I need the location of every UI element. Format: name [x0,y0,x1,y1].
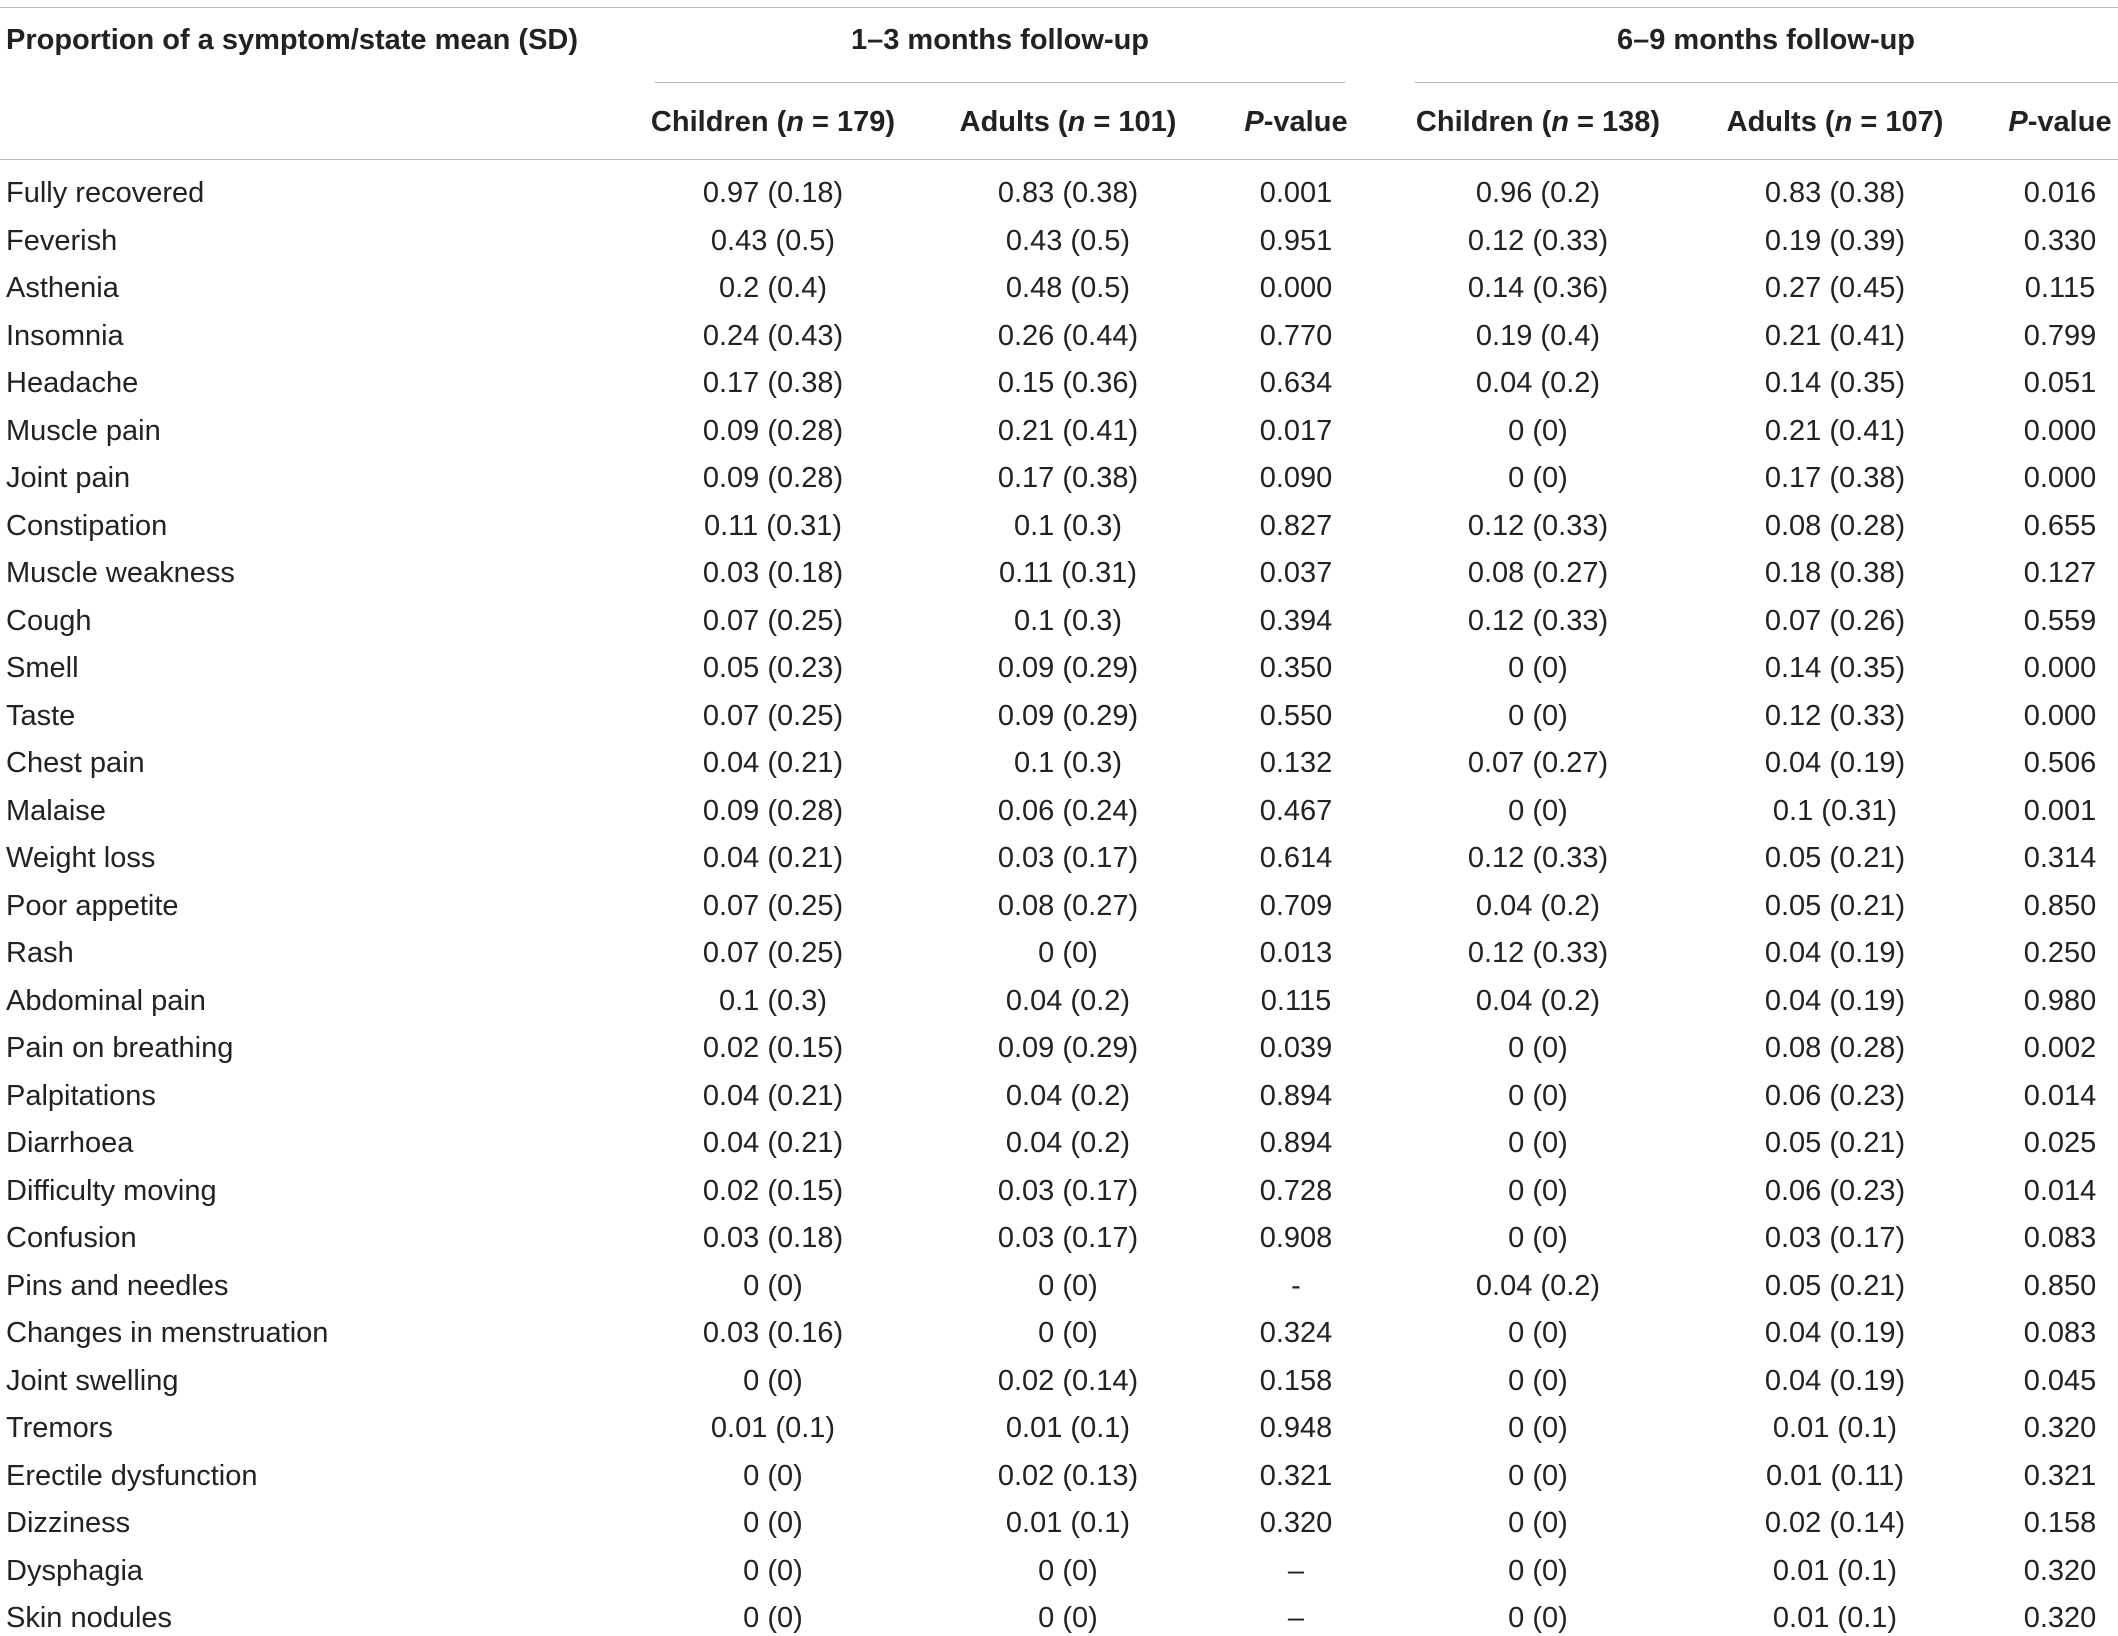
table-cell: 0 (0) [1038,1269,1098,1302]
table-cell: 0.04 (0.19) [1764,984,1906,1017]
row-label: Dizziness [6,1507,131,1539]
children-6-9-header [1416,104,1660,140]
table-cell: 0.02 (0.15) [702,1174,844,1207]
table-cell: 0.02 (0.15) [702,1032,844,1064]
row-label: Rash [6,937,74,969]
table-cell: 0.17 (0.38) [997,462,1139,494]
table-cell: 0.04 (0.21) [702,747,844,779]
table-cell: 0.19 (0.39) [1764,224,1906,257]
table-cell: 0.158 [2023,1507,2097,1539]
table-cell: 0.127 [2023,557,2097,589]
table-cell: 0.43 (0.5) [1005,224,1131,257]
table-cell: 0.115 [1260,984,1332,1017]
table-cell: 0.314 [2023,842,2097,874]
table-cell: 0.1 (0.3) [1014,747,1122,779]
row-label: Cough [6,604,92,637]
table-cell: 0.000 [2023,699,2097,732]
column-header-post: -value [1263,106,1348,138]
table-cell: 0.11 (0.31) [703,509,843,542]
column-header-pre: Children ( [650,106,787,138]
column-header-post: = 107) [1852,106,1944,138]
row-label: Muscle weakness [6,557,235,589]
table-top-rule [0,7,2118,8]
table-cell: 0.770 [1259,319,1333,352]
table-cell: 0.014 [2023,1079,2097,1112]
table-cell: 0.115 [2024,272,2096,304]
column-header-pre: Children ( [1415,106,1552,138]
table-cell: 0 (0) [1508,462,1568,494]
table-cell: 0.324 [1259,1317,1333,1349]
table-cell: 0.05 (0.21) [1764,1269,1906,1302]
table-cell: 0 (0) [743,1602,803,1634]
table-cell: 0.709 [1259,889,1333,922]
table-cell: 0 (0) [1508,1127,1568,1159]
table-cell: 0.09 (0.28) [702,462,844,494]
column-header-italic: n [1834,106,1853,138]
group-header-1-3-months: 1–3 months follow-up [850,24,1150,56]
table-cell: 0.07 (0.25) [702,889,844,922]
table-cell: 0 (0) [1508,1364,1568,1397]
column-header-post: = 101) [1085,106,1177,138]
table-cell: 0.12 (0.33) [1467,509,1609,542]
table-cell: 0.27 (0.45) [1764,272,1906,304]
table-cell: 0.09 (0.28) [702,794,844,827]
table-cell: 0.04 (0.2) [1005,1127,1131,1159]
table-cell: 0.001 [2023,794,2097,827]
table-cell: 0.05 (0.23) [702,652,844,684]
row-label: Confusion [6,1222,137,1254]
table-cell: 0.04 (0.19) [1764,747,1906,779]
table-cell: 0.08 (0.28) [1764,509,1906,542]
table-cell: 0.12 (0.33) [1467,842,1609,874]
row-label: Skin nodules [6,1602,173,1634]
table-cell: 0.1 (0.31) [1772,794,1898,827]
table-cell: 0 (0) [743,1459,803,1492]
table-cell: 0 (0) [1038,937,1098,969]
table-cell: 0.321 [2023,1459,2097,1492]
table-cell: 0.850 [2023,889,2097,922]
table-cell: 0.43 (0.5) [710,224,836,257]
table-cell: 0.17 (0.38) [1764,462,1906,494]
table-cell: 0.02 (0.14) [997,1364,1139,1397]
table-cell: 0.14 (0.35) [1764,367,1906,399]
table-cell: 0.000 [2023,414,2097,447]
row-label: Weight loss [6,842,156,874]
table-cell: 0.05 (0.21) [1764,842,1906,874]
row-label: Insomnia [6,319,124,352]
table-cell: 0 (0) [1508,1602,1568,1634]
group-1-underline [655,82,1345,83]
table-cell: 0.09 (0.29) [997,699,1139,732]
table-cell: 0.827 [1259,509,1333,542]
table-cell: 0 (0) [1508,1459,1568,1492]
row-label: Malaise [6,794,106,827]
table-cell: 0.250 [2023,937,2097,969]
table-cell: 0.001 [1259,177,1333,209]
table-cell: 0.321 [1259,1459,1333,1492]
adults-1-3-header [960,104,1177,140]
table-cell: 0.894 [1259,1079,1333,1112]
column-header-post: = 179) [803,106,896,138]
table-cell: 0 (0) [1508,1317,1568,1349]
table-cell: 0.037 [1259,557,1333,589]
row-label: Joint pain [6,462,131,494]
table-cell: 0.728 [1259,1174,1333,1207]
table-cell: 0.04 (0.21) [702,842,844,874]
row-label: Asthenia [6,272,119,304]
table-cell: 0.07 (0.25) [702,937,844,969]
table-cell: 0 (0) [1038,1317,1098,1349]
row-label: Pins and needles [6,1269,229,1302]
row-label: Palpitations [6,1079,156,1112]
table-cell: – [1287,1602,1305,1634]
table-cell: 0.15 (0.36) [997,367,1139,399]
table-cell: 0.04 (0.2) [1475,367,1601,399]
table-cell: 0.09 (0.29) [997,1032,1139,1064]
table-cell: 0.350 [1259,652,1333,684]
row-label: Changes in menstruation [6,1317,329,1349]
row-label: Dysphagia [6,1554,144,1587]
table-cell: 0 (0) [1508,1032,1568,1064]
table-cell: 0.09 (0.29) [997,652,1139,684]
row-label: Taste [6,699,76,732]
table-cell: 0.19 (0.4) [1475,319,1601,352]
table-cell: 0.08 (0.28) [1764,1032,1906,1064]
table-cell: 0.01 (0.1) [1772,1554,1898,1587]
table-cell: 0.03 (0.17) [997,1222,1139,1254]
row-label: Headache [6,367,139,399]
table-cell: 0.01 (0.1) [1772,1412,1898,1444]
table-cell: 0.039 [1259,1032,1333,1064]
table-cell: 0 (0) [1508,1507,1568,1539]
table-cell: 0.04 (0.21) [702,1079,844,1112]
table-cell: 0.03 (0.17) [997,842,1139,874]
row-label: Chest pain [6,747,145,779]
group-2-underline [1415,82,2118,83]
table-cell: 0.12 (0.33) [1467,224,1609,257]
table-cell: 0.02 (0.14) [1764,1507,1906,1539]
pvalue-6-9-header [2008,104,2111,140]
table-cell: 0.14 (0.35) [1764,652,1906,684]
table-cell: 0.951 [1259,224,1333,257]
header-bottom-rule [0,159,2118,160]
table-cell: - [1291,1269,1301,1302]
table-cell: 0.000 [2023,652,2097,684]
table-cell: 0.97 (0.18) [702,177,844,209]
table-cell: 0 (0) [743,1364,803,1397]
table-cell: 0.07 (0.26) [1764,604,1906,637]
table-cell: 0.132 [1259,747,1333,779]
table-cell: 0.799 [2023,319,2097,352]
table-cell: 0.051 [2023,367,2097,399]
table-cell: 0.03 (0.17) [1764,1222,1906,1254]
table-cell: 0.090 [1259,462,1333,494]
table-cell: 0.12 (0.33) [1467,604,1609,637]
table-cell: 0.025 [2023,1127,2097,1159]
row-label: Pain on breathing [6,1032,234,1064]
table-cell: 0.1 (0.3) [719,984,827,1017]
table-cell: 0.02 (0.13) [997,1459,1139,1492]
column-header-pre: Adults ( [959,106,1068,138]
table-cell: 0.04 (0.2) [1475,984,1601,1017]
table-cell: 0.21 (0.41) [1764,414,1906,447]
row-label: Tremors [6,1412,113,1444]
table-cell: 0.559 [2023,604,2097,637]
table-cell: 0.06 (0.23) [1764,1079,1906,1112]
column-header-italic: P [2008,106,2028,138]
row-label: Poor appetite [6,889,179,922]
table-cell: 0 (0) [1508,794,1568,827]
table-cell: 0.550 [1259,699,1333,732]
table-cell: 0.04 (0.19) [1764,1317,1906,1349]
table-cell: 0.894 [1259,1127,1333,1159]
table-cell: 0.016 [2023,177,2097,209]
table-cell: 0.07 (0.27) [1467,747,1609,779]
table-cell: 0 (0) [1038,1602,1098,1634]
row-label-header: Proportion of a symptom/state mean (SD) [6,24,579,56]
table-cell: 0 (0) [743,1269,803,1302]
table-cell: 0.01 (0.11) [1765,1459,1905,1492]
table-cell: 0.320 [2023,1412,2097,1444]
column-header-pre: Adults ( [1726,106,1835,138]
table-cell: 0 (0) [1508,1079,1568,1112]
table-cell: 0.850 [2023,1269,2097,1302]
table-cell: 0.08 (0.27) [997,889,1139,922]
table-cell: 0.12 (0.33) [1764,699,1906,732]
table-cell: 0.320 [2023,1554,2097,1587]
table-cell: 0 (0) [1508,1222,1568,1254]
table-cell: 0.48 (0.5) [1005,272,1131,304]
table-cell: 0 (0) [743,1507,803,1539]
table-cell: 0.330 [2023,224,2097,257]
column-header-post: -value [2027,106,2112,138]
table-cell: 0.05 (0.21) [1764,889,1906,922]
table-cell: 0.09 (0.28) [702,414,844,447]
column-header-post: = 138) [1568,106,1661,138]
table-cell: 0.083 [2023,1222,2097,1254]
table-cell: 0.04 (0.2) [1475,1269,1601,1302]
table-cell: 0.158 [1259,1364,1333,1397]
table-cell: 0.614 [1259,842,1333,874]
table-cell: 0.04 (0.2) [1005,984,1131,1017]
table-cell: 0.21 (0.41) [997,414,1139,447]
table-cell: 0 (0) [743,1554,803,1587]
row-label: Fully recovered [6,177,205,209]
table-cell: 0.013 [1259,937,1333,969]
table-cell: 0.655 [2023,509,2097,542]
table-cell: 0 (0) [1508,1412,1568,1444]
table-cell: 0.21 (0.41) [1764,319,1906,352]
table-cell: 0.07 (0.25) [702,699,844,732]
children-1-3-header [651,104,895,140]
table-cell: 0.03 (0.17) [997,1174,1139,1207]
table-cell: 0.002 [2023,1032,2097,1064]
table-cell: 0.948 [1259,1412,1333,1444]
table-cell: 0.03 (0.18) [702,1222,844,1254]
table-cell: 0.980 [2023,984,2097,1017]
table-cell: 0.11 (0.31) [998,557,1138,589]
row-label: Smell [6,652,79,684]
adults-6-9-header [1727,104,1944,140]
table-cell: 0.06 (0.24) [997,794,1139,827]
table-cell: 0.24 (0.43) [702,319,844,352]
table-cell: 0.320 [2023,1602,2097,1634]
row-label: Abdominal pain [6,984,206,1017]
table-cell: 0.04 (0.21) [702,1127,844,1159]
table-cell: 0.96 (0.2) [1475,177,1601,209]
row-label: Erectile dysfunction [6,1459,258,1492]
table-cell: 0.17 (0.38) [702,367,844,399]
row-label: Constipation [6,509,168,542]
table-cell: 0.908 [1259,1222,1333,1254]
column-header-italic: P [1244,106,1264,138]
table-cell: 0.08 (0.27) [1467,557,1609,589]
table-cell: 0.320 [1259,1507,1333,1539]
column-header-italic: n [1551,106,1569,138]
table-cell: 0.04 (0.19) [1764,1364,1906,1397]
table-cell: 0.07 (0.25) [702,604,844,637]
table-cell: 0.14 (0.36) [1467,272,1609,304]
row-label: Feverish [6,224,118,257]
table-cell: 0.2 (0.4) [719,272,827,304]
table-cell: 0.18 (0.38) [1764,557,1906,589]
table-cell: 0.1 (0.3) [1014,509,1122,542]
table-cell: 0.05 (0.21) [1764,1127,1906,1159]
table-cell: 0.83 (0.38) [997,177,1139,209]
row-label: Muscle pain [6,414,161,447]
row-label: Diarrhoea [6,1127,134,1159]
table-cell: 0.000 [1259,272,1333,304]
table-cell: 0.634 [1259,367,1333,399]
table-cell: 0 (0) [1508,414,1568,447]
table-cell: 0.045 [2023,1364,2097,1397]
table-cell: 0.04 (0.2) [1005,1079,1131,1112]
row-label: Joint swelling [6,1364,179,1397]
table-cell: 0 (0) [1038,1554,1098,1587]
table-cell: 0.000 [2023,462,2097,494]
table-cell: 0.26 (0.44) [997,319,1139,352]
pvalue-1-3-header [1244,104,1347,140]
table-cell: 0.03 (0.16) [702,1317,844,1349]
table-cell: 0.01 (0.1) [1772,1602,1898,1634]
table-cell: 0.1 (0.3) [1014,604,1122,637]
table-cell: 0.083 [2023,1317,2097,1349]
table-cell: 0.03 (0.18) [702,557,844,589]
table-cell: 0 (0) [1508,1554,1568,1587]
table-cell: 0.04 (0.2) [1475,889,1601,922]
table-cell: 0.12 (0.33) [1467,937,1609,969]
row-label: Difficulty moving [6,1174,217,1207]
column-header-italic: n [1067,106,1086,138]
table-cell: 0 (0) [1508,699,1568,732]
table-cell: – [1287,1554,1305,1587]
table-cell: 0 (0) [1508,652,1568,684]
table-cell: 0.04 (0.19) [1764,937,1906,969]
table-cell: 0.01 (0.1) [1005,1507,1131,1539]
group-header-6-9-months: 6–9 months follow-up [1616,24,1916,56]
column-header-italic: n [786,106,804,138]
table-cell: 0.017 [1259,414,1333,447]
table-cell: 0.01 (0.1) [1005,1412,1131,1444]
table-cell: 0.06 (0.23) [1764,1174,1906,1207]
table-cell: 0 (0) [1508,1174,1568,1207]
table-cell: 0.014 [2023,1174,2097,1207]
table-cell: 0.467 [1259,794,1333,827]
table-cell: 0.394 [1259,604,1333,637]
table-cell: 0.83 (0.38) [1764,177,1906,209]
table-cell: 0.506 [2023,747,2097,779]
table-cell: 0.01 (0.1) [710,1412,836,1444]
